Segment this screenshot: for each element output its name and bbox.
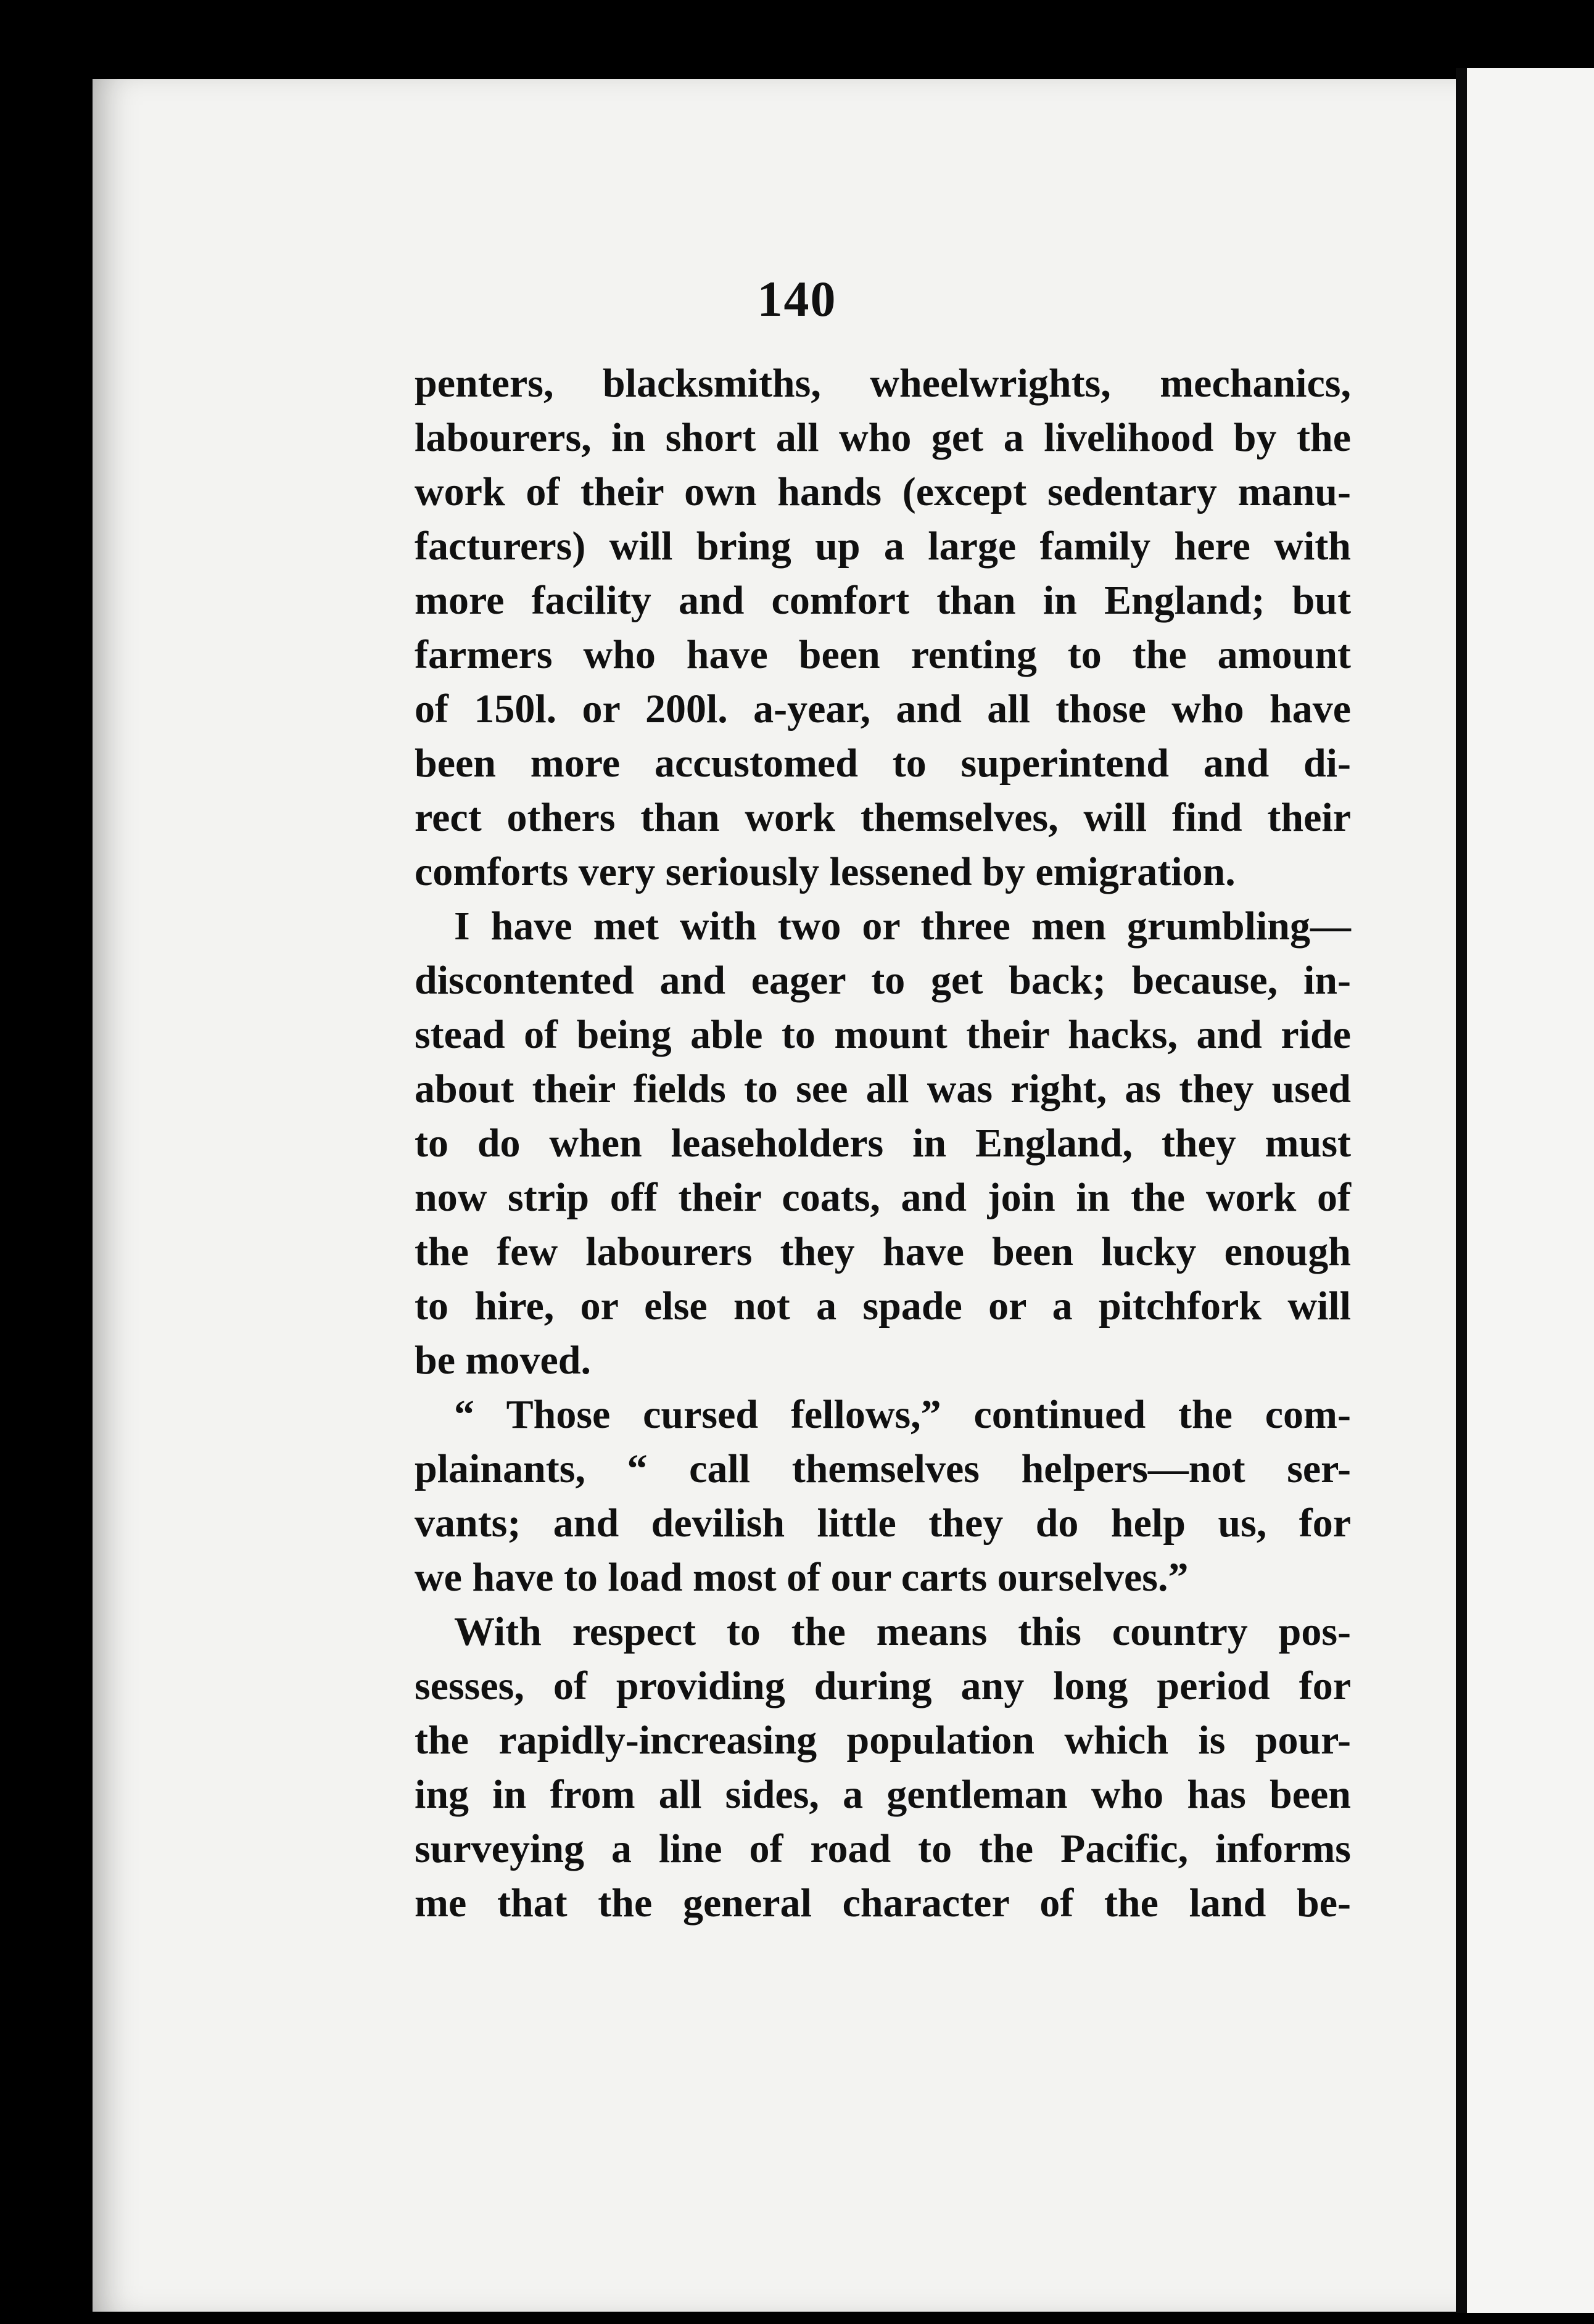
page-gutter: [1456, 68, 1467, 2313]
text-line: we have to load most of our carts ourselves.”: [415, 1555, 1189, 1600]
text-line: to do when leaseholders in England, they must: [415, 1121, 1351, 1166]
text-line: the rapidly-increasing population which is pour-: [415, 1718, 1351, 1763]
text-line: the few labourers they have been lucky enough: [415, 1229, 1351, 1274]
text-line: “ Those cursed fellows,” continued the com-: [454, 1392, 1351, 1437]
text-line: surveying a line of road to the Pacific, informs: [415, 1826, 1351, 1871]
text-line: more facility and comfort than in England; but: [415, 578, 1351, 623]
text-line: discontented and eager to get back; because, in-: [415, 958, 1351, 1003]
text-line: I have met with two or three men grumbling—: [454, 904, 1351, 949]
text-line: comforts very seriously lessened by emigration.: [415, 849, 1236, 894]
next-page-edge: [1467, 68, 1594, 2313]
text-line: work of their own hands (except sedentary manu-: [415, 469, 1351, 514]
text-line: of 150l. or 200l. a-year, and all those who have: [415, 686, 1351, 731]
text-line: stead of being able to mount their hacks, and ride: [415, 1012, 1351, 1057]
text-line: labourers, in short all who get a livelihood by the: [415, 415, 1351, 460]
text-line: be moved.: [415, 1338, 591, 1383]
text-line: plainants, “ call themselves helpers—not ser-: [415, 1446, 1351, 1491]
text-line: facturers) will bring up a large family here with: [415, 524, 1351, 569]
text-line: farmers who have been renting to the amount: [415, 632, 1351, 677]
text-line: about their fields to see all was right, as they used: [415, 1066, 1351, 1111]
text-line: been more accustomed to superintend and di-: [415, 741, 1351, 786]
text-line: me that the general character of the land be-: [415, 1881, 1351, 1926]
text-line: rect others than work themselves, will find their: [415, 795, 1351, 840]
text-line: ing in from all sides, a gentleman who has been: [415, 1772, 1351, 1817]
text-line: now strip off their coats, and join in the work of: [415, 1175, 1351, 1220]
text-line: With respect to the means this country pos-: [454, 1609, 1351, 1654]
text-line: penters, blacksmiths, wheelwrights, mechanics,: [415, 361, 1351, 406]
text-line: sesses, of providing during any long period for: [415, 1663, 1351, 1708]
text-line: vants; and devilish little they do help us, for: [415, 1501, 1351, 1546]
page-number: 140: [757, 271, 837, 327]
text-line: to hire, or else not a spade or a pitchfork will: [415, 1284, 1351, 1329]
body-text: [415, 356, 1351, 1930]
